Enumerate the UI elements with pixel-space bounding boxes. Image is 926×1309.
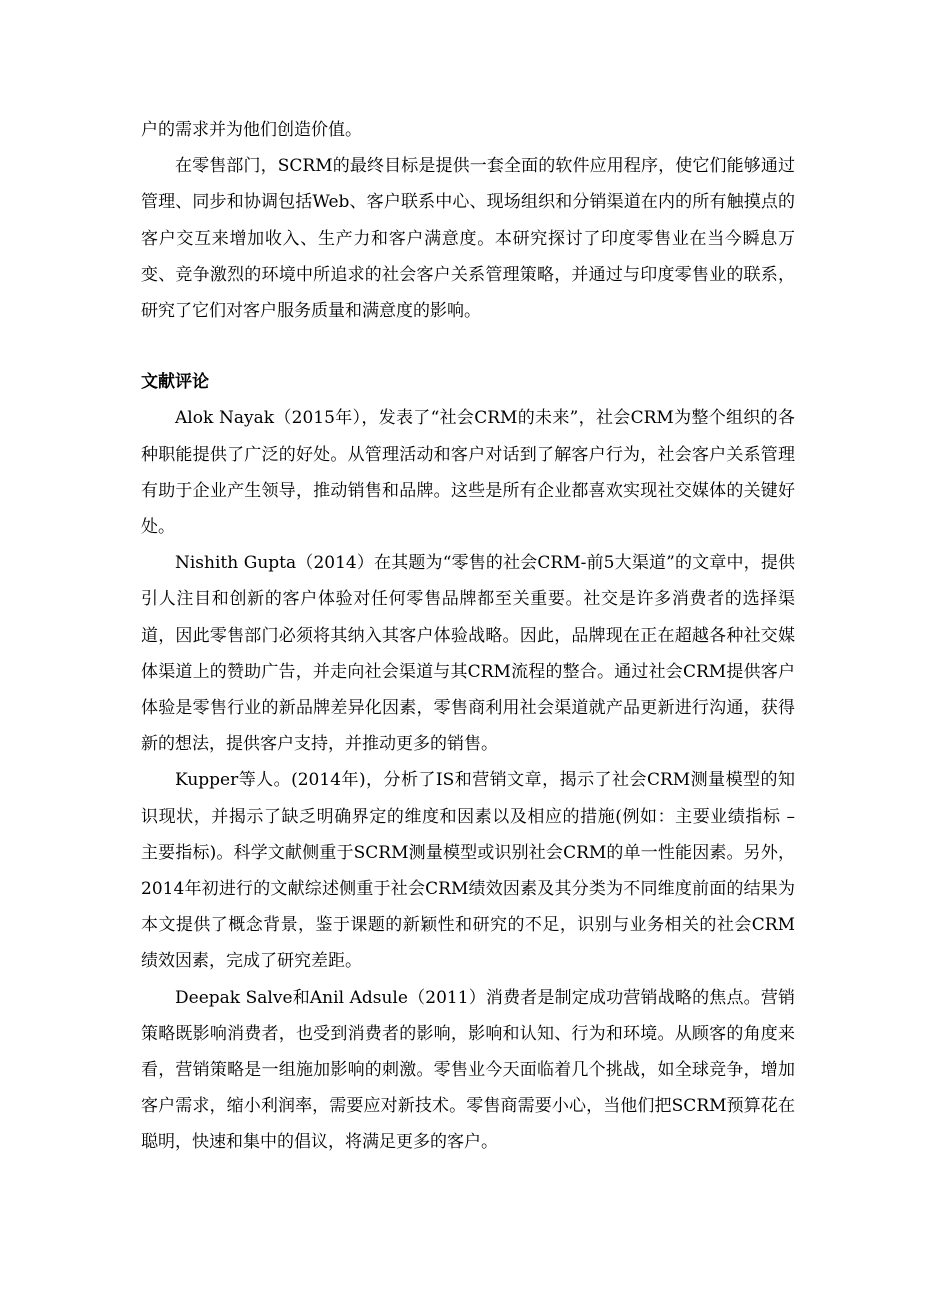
paragraph-kupper: Kupper等人。(2014年)，分析了IS和营销文章，揭示了社会CRM测量模型的知识现状，并揭示了缺乏明确界定的维度和因素以及相应的措施(例如：主要业绩指标 – 主要指标)。科学文献侧重于SCRM测量模型或识别社会CRM的单一性能因素。另外，2014年初进行的文献综述侧重于社会CRM绩效因素及其分类为不同维度前面的结果为本文提供了概念背景，鉴于课题的新颖性和研究的不足，识别与业务相关的社会CRM绩效因素，完成了研究差距。 [141,770,795,972]
paragraph-scrm-goal: 在零售部门，SCRM的最终目标是提供一套全面的软件应用程序，使它们能够通过管理、同步和协调包括Web、客户联系中心、现场组织和分销渠道在内的所有触摸点的客户交互来增加收入、生产力和客户满意度。本研究探讨了印度零售业在当今瞬息万变、竞争激烈的环境中所追求的社会客户关系管理策略，并通过与印度零售业的联系，研究了它们对客户服务质量和满意度的影响。 [141,156,795,322]
paragraph-deepak-salve: Deepak Salve和Anil Adsule（2011）消费者是制定成功营销战略的焦点。营销策略既影响消费者，也受到消费者的影响，影响和认知、行为和环境。从顾客的角度来看，营销策略是一组施加影响的刺激。零售业今天面临着几个挑战，如全球竞争，增加客户需求，缩小利润率，需要应对新技术。零售商需要小心，当他们把SCRM预算花在聪明，快速和集中的倡议，将满足更多的客户。 [141,987,795,1153]
section-heading: 文献评论 [141,372,209,393]
paragraph-alok-nayak: Alok Nayak（2015年），发表了“社会CRM的未来”，社会CRM为整个组织的各种职能提供了广泛的好处。从管理活动和客户对话到了解客户行为，社会客户关系管理有助于企业产生领导，推动销售和品牌。这些是所有企业都喜欢实现社交媒体的关键好处。 [141,408,795,538]
document-page [141,112,795,1161]
paragraph-nishith-gupta: Nishith Gupta（2014）在其题为“零售的社会CRM-前5大渠道”的文章中，提供引人注目和创新的客户体验对任何零售品牌都至关重要。社交是许多消费者的选择渠道，因此零售部门必须将其纳入其客户体验战略。因此，品牌现在正在超越各种社交媒体渠道上的赞助广告，并走向社会渠道与其CRM流程的整合。通过社会CRM提供客户体验是零售行业的新品牌差异化因素，零售商利用社会渠道就产品更新进行沟通，获得新的想法，提供客户支持，并推动更多的销售。 [141,553,795,755]
paragraph-continuation: 户的需求并为他们创造价值。 [141,120,362,140]
